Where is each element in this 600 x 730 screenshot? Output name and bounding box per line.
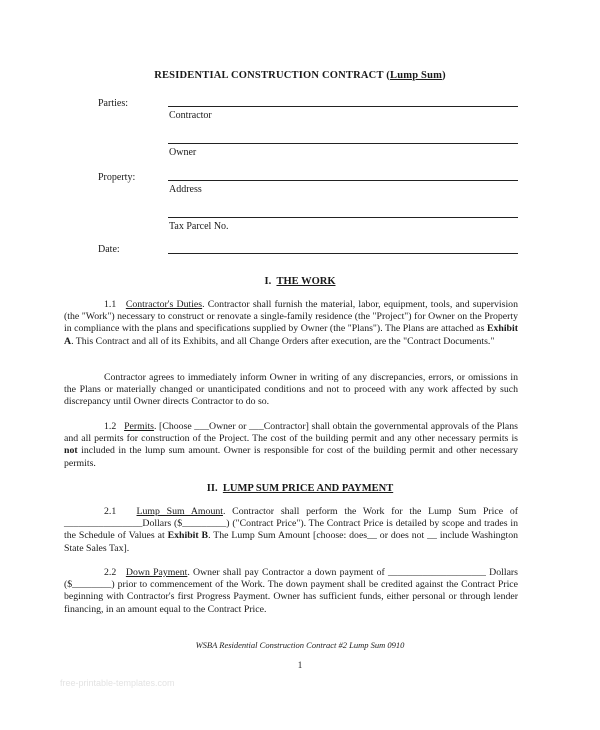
section-1-heading: I. THE WORK: [264, 276, 336, 287]
paragraph-1-2: 1.2 Permits. [Choose ___Owner or ___Contractor] shall obtain the governmental approvals of the Plans and all permits for construction of the Project. The cost of the building permit and any other necessary permits is not included in the lump sum amount. Owner is responsible for cost of the building permit and other necessary permits.: [64, 421, 518, 469]
paragraph-1-1: 1.1 Contractor's Duties. Contractor shall furnish the material, labor, equipment, tools, and supervision (the "Work") necessary to construct or renovate a single-family residence (the "Project") for Owner on the Property in compliance with the plans and specifications supplied by Owner (the "Plans"). The Plans are attached as Exhibit A. This Contract and all of its Exhibits, and all Change Orders after execution, are the "Contract Documents.": [64, 299, 518, 347]
contractor-line: [168, 106, 518, 107]
tax-parcel-label: Tax Parcel No.: [169, 221, 229, 232]
owner-line: [168, 143, 518, 144]
address-label: Address: [169, 184, 202, 195]
date-label: Date:: [98, 244, 120, 255]
page-number: 1: [297, 660, 303, 670]
paragraph-2-2: 2.2 Down Payment. Owner shall pay Contractor a down payment of ____________________ Dollars ($________) prior to commencement of the Work. The down payment shall be credited against the Contract Price beginning with Contractor's first Progress Payment. Owner has sufficient funds, either personal or through lender financing, in an amount equal to the Contract Price.: [64, 567, 518, 615]
date-line: [168, 253, 518, 254]
section-2-heading: II. LUMP SUM PRICE AND PAYMENT: [206, 483, 394, 494]
footer-text: WSBA Residential Construction Contract #2 Lump Sum 0910: [195, 640, 405, 650]
contractor-label: Contractor: [169, 110, 212, 121]
watermark: free-printable-templates.com: [60, 678, 175, 688]
paragraph-2-1: 2.1 Lump Sum Amount. Contractor shall perform the Work for the Lump Sum Price of ________________Dollars ($_________) ("Contract Price"). The Contract Price is detailed by scope and trades in the Schedule of Values at Exhibit B. The Lump Sum Amount [choose: does__ or does not __ include Washington State Sales Tax].: [64, 506, 518, 554]
address-line: [168, 180, 518, 181]
parties-label: Parties:: [98, 98, 128, 109]
document-title: RESIDENTIAL CONSTRUCTION CONTRACT (Lump Sum): [154, 70, 446, 81]
paragraph-1-1-notice: Contractor agrees to immediately inform Owner in writing of any discrepancies, errors, or omissions in the Plans or materially changed or unanticipated conditions and not to proceed with any work affected by such discrepancy until Owner directs Contractor to do so.: [64, 372, 518, 408]
tax-parcel-line: [168, 217, 518, 218]
owner-label: Owner: [169, 147, 197, 158]
property-label: Property:: [98, 172, 136, 183]
